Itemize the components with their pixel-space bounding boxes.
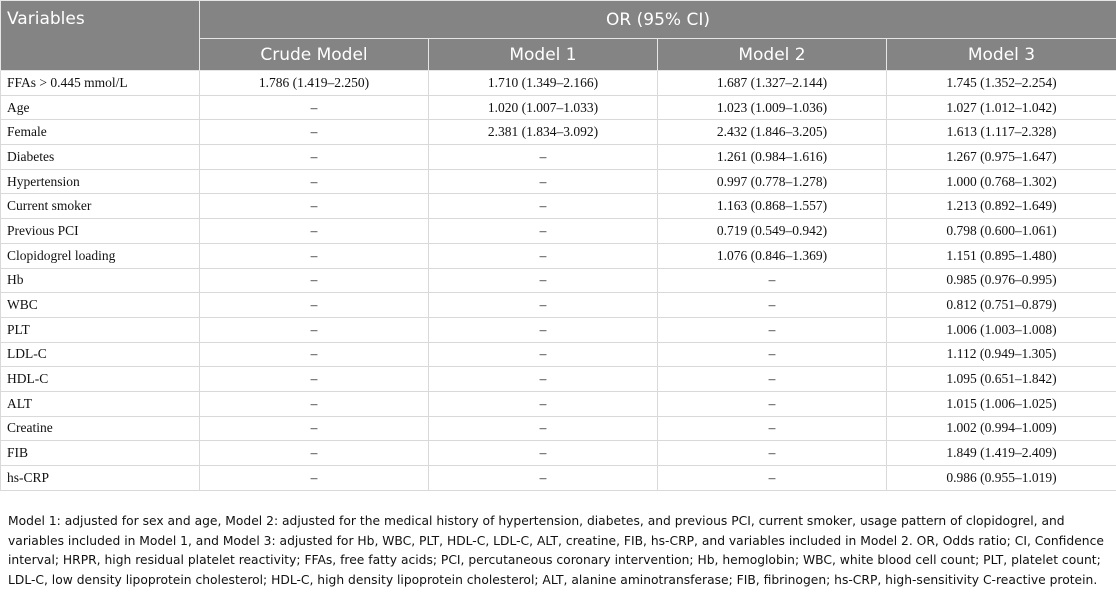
or-ci-cell: 1.020 (1.007–1.033) (429, 95, 658, 120)
table-row (1, 441, 1116, 466)
table-row (1, 71, 1116, 96)
or-ci-cell: – (200, 95, 429, 120)
table-row (1, 243, 1116, 268)
or-ci-cell: – (200, 466, 429, 491)
table-row (1, 169, 1116, 194)
or-ci-cell: – (658, 441, 887, 466)
or-ci-cell: – (658, 317, 887, 342)
or-ci-cell: – (429, 268, 658, 293)
variable-label: Hypertension (1, 169, 200, 194)
variable-label: Current smoker (1, 194, 200, 219)
table-row (1, 120, 1116, 145)
or-ci-cell: – (658, 268, 887, 293)
or-ci-cell: – (200, 120, 429, 145)
or-ci-cell: – (658, 416, 887, 441)
or-ci-cell: – (429, 367, 658, 392)
or-ci-cell: 1.112 (0.949–1.305) (887, 342, 1116, 367)
or-ci-cell: 0.719 (0.549–0.942) (658, 219, 887, 244)
or-ci-cell: 1.023 (1.009–1.036) (658, 95, 887, 120)
or-ci-cell: – (429, 416, 658, 441)
table-row (1, 219, 1116, 244)
or-ci-cell: – (658, 367, 887, 392)
or-ci-cell: 1.000 (0.768–1.302) (887, 169, 1116, 194)
model-3-header: Model 3 (887, 39, 1116, 71)
or-ci-cell: – (429, 219, 658, 244)
or-ci-cell: 1.613 (1.117–2.328) (887, 120, 1116, 145)
or-ci-cell: – (658, 466, 887, 491)
table-footnote: Model 1: adjusted for sex and age, Model 2: adjusted for the medical history of hypertension, diabetes, and previous PCI, current smoker, usage pattern of clopidogrel, and variables included in Model 1, and Model 3: adjusted for Hb, WBC, PLT, HDL-C, LDL-C, ALT, creatine, FIB, hs-CRP, and variables included in Model 2. OR, Odds ratio; CI, Confidence interval; HRPR, high residual platelet reactivity; FFAs, free fatty acids; PCI, percutaneous coronary intervention; Hb, hemoglobin; WBC, white blood cell count; PLT, platelet count; LDL-C, low density lipoprotein cholesterol; HDL-C, high density lipoprotein cholesterol; ALT, alanine aminotransferase; FIB, fibrinogen; hs-CRP, high-sensitivity C-reactive protein. (8, 514, 1104, 587)
or-ci-cell: 1.849 (1.419–2.409) (887, 441, 1116, 466)
or-ci-cell: – (429, 243, 658, 268)
or-ci-cell: 1.213 (0.892–1.649) (887, 194, 1116, 219)
variable-label: Age (1, 95, 200, 120)
variable-label: hs-CRP (1, 466, 200, 491)
or-ci-cell: – (429, 317, 658, 342)
or-ci-cell: 1.163 (0.868–1.557) (658, 194, 887, 219)
or-ci-cell: 1.027 (1.012–1.042) (887, 95, 1116, 120)
or-ci-cell: – (200, 441, 429, 466)
variable-label: Hb (1, 268, 200, 293)
or-ci-cell: 0.798 (0.600–1.061) (887, 219, 1116, 244)
variable-label: HDL-C (1, 367, 200, 392)
or-ci-cell: 1.151 (0.895–1.480) (887, 243, 1116, 268)
variable-label: Diabetes (1, 145, 200, 170)
or-ci-cell: – (429, 342, 658, 367)
or-ci-cell: 1.002 (0.994–1.009) (887, 416, 1116, 441)
or-ci-cell: – (200, 391, 429, 416)
or-ci-cell: – (429, 194, 658, 219)
or-ci-cell: – (200, 243, 429, 268)
or-ci-cell: – (200, 293, 429, 318)
or-ci-cell: 0.986 (0.955–1.019) (887, 466, 1116, 491)
variable-label: WBC (1, 293, 200, 318)
table-row (1, 194, 1116, 219)
or-ci-cell: – (429, 466, 658, 491)
table-row (1, 293, 1116, 318)
or-ci-cell: – (429, 441, 658, 466)
or-ci-cell: 1.076 (0.846–1.369) (658, 243, 887, 268)
table-header (1, 1, 1116, 71)
or-ci-cell: – (429, 391, 658, 416)
or-ci-cell: – (200, 169, 429, 194)
variable-label: Female (1, 120, 200, 145)
or-ci-cell: 1.261 (0.984–1.616) (658, 145, 887, 170)
or-ci-cell: – (658, 293, 887, 318)
table-row (1, 342, 1116, 367)
or-ci-cell: – (200, 317, 429, 342)
or-ci-cell: 1.006 (1.003–1.008) (887, 317, 1116, 342)
variable-label: LDL-C (1, 342, 200, 367)
table-row (1, 367, 1116, 392)
or-ci-cell: 1.687 (1.327–2.144) (658, 71, 887, 96)
or-ci-cell: – (200, 268, 429, 293)
or-ci-cell: – (200, 219, 429, 244)
table-row (1, 145, 1116, 170)
or-ci-cell: – (429, 169, 658, 194)
variable-label: Clopidogrel loading (1, 243, 200, 268)
or-ci-header: OR (95% CI) (200, 1, 1116, 39)
or-ci-cell: – (658, 391, 887, 416)
variable-label: FFAs > 0.445 mmol/L (1, 71, 200, 96)
table-row (1, 416, 1116, 441)
or-ci-cell: 1.745 (1.352–2.254) (887, 71, 1116, 96)
or-ci-cell: – (429, 293, 658, 318)
or-ci-cell: 2.381 (1.834–3.092) (429, 120, 658, 145)
variables-header: Variables (1, 1, 200, 71)
table-row (1, 466, 1116, 491)
table-row (1, 268, 1116, 293)
model-1-header: Model 1 (429, 39, 658, 71)
or-ci-cell: 1.710 (1.349–2.166) (429, 71, 658, 96)
variable-label: PLT (1, 317, 200, 342)
or-ci-cell: 1.015 (1.006–1.025) (887, 391, 1116, 416)
or-ci-cell: 2.432 (1.846–3.205) (658, 120, 887, 145)
or-ci-cell: – (200, 416, 429, 441)
or-ci-cell: 0.812 (0.751–0.879) (887, 293, 1116, 318)
table-row (1, 95, 1116, 120)
table-row (1, 391, 1116, 416)
or-ci-cell: – (429, 145, 658, 170)
or-ci-cell: 1.095 (0.651–1.842) (887, 367, 1116, 392)
variable-label: Creatine (1, 416, 200, 441)
or-ci-cell: – (658, 342, 887, 367)
table-row (1, 317, 1116, 342)
or-ci-cell: – (200, 194, 429, 219)
variable-label: ALT (1, 391, 200, 416)
model-2-header: Model 2 (658, 39, 887, 71)
or-ci-cell: 0.997 (0.778–1.278) (658, 169, 887, 194)
or-ci-cell: 1.267 (0.975–1.647) (887, 145, 1116, 170)
table-body (1, 71, 1116, 491)
or-ci-cell: 1.786 (1.419–2.250) (200, 71, 429, 96)
or-ci-cell: 0.985 (0.976–0.995) (887, 268, 1116, 293)
or-ci-cell: – (200, 367, 429, 392)
crude-model-header: Crude Model (200, 39, 429, 71)
variable-label: Previous PCI (1, 219, 200, 244)
or-ci-cell: – (200, 145, 429, 170)
header-row-group (1, 1, 1116, 39)
variable-label: FIB (1, 441, 200, 466)
or-ci-cell: – (200, 342, 429, 367)
